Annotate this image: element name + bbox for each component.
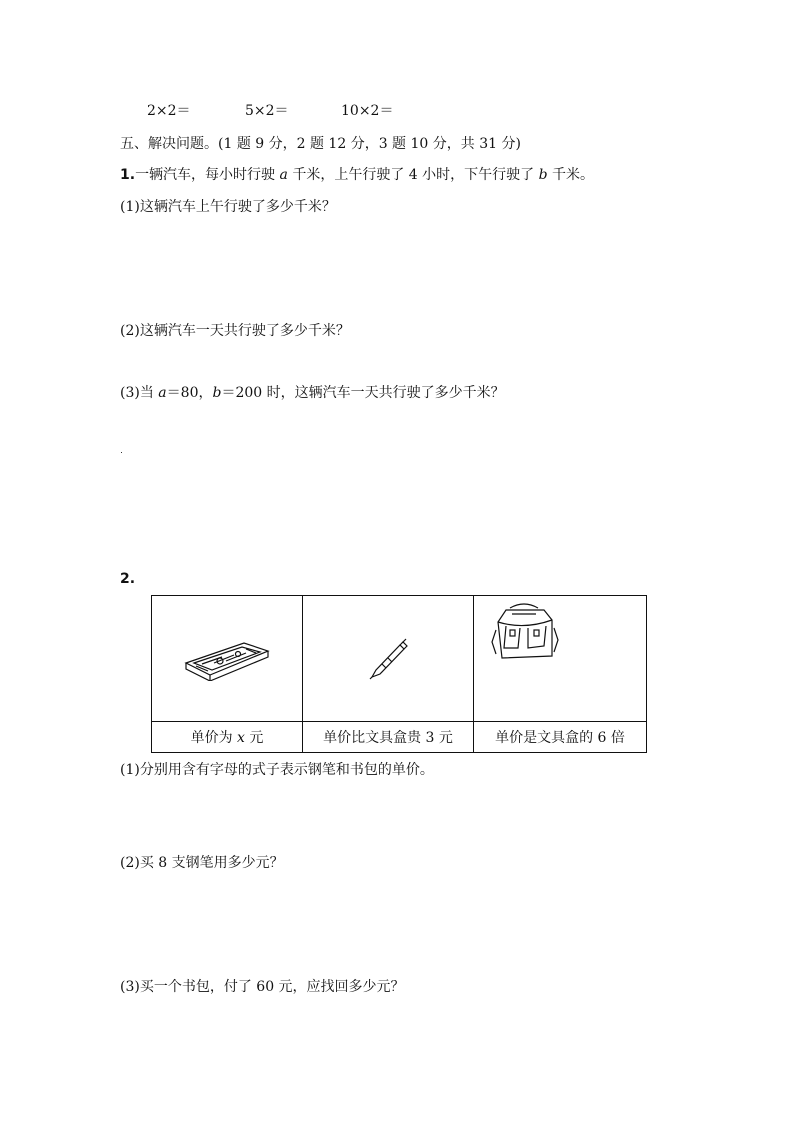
q1-var-a: a <box>279 167 288 183</box>
q1-stem-post: 千米。 <box>552 167 595 183</box>
pencil-case-cell <box>152 596 303 722</box>
items-label-row <box>152 722 647 753</box>
pen-cell <box>303 596 474 722</box>
calc-5x2: 5×2＝ <box>245 103 289 119</box>
q1-sub3 <box>120 383 505 403</box>
q1-sub1: (1)这辆汽车上午行驶了多少千米？ <box>120 199 336 215</box>
section-title: 五、解决问题。(1 题 9 分，2 题 12 分，3 题 10 分，共 31 分) <box>120 136 521 152</box>
q2-sub2: (2)买 8 支钢笔用多少元？ <box>120 855 284 871</box>
q1-sub3-pre: (3)当 <box>120 385 154 401</box>
pen-icon <box>366 637 410 681</box>
q2-sub1: (1)分别用含有字母的式子表示钢笔和书包的单价。 <box>120 762 434 778</box>
backpack-label: 单价是文具盒的 6 倍 <box>474 722 647 753</box>
pencil-case-label-pre: 单价为 <box>190 730 233 746</box>
pencil-case-label-post: 元 <box>249 730 264 746</box>
items-table <box>151 595 647 753</box>
q1-number: 1. <box>120 167 136 183</box>
q1-sub3-var-a: a <box>158 385 167 401</box>
pencil-case-icon <box>182 637 272 681</box>
q1-stem-pre: 一辆汽车，每小时行驶 <box>135 167 276 183</box>
calc-10x2: 10×2＝ <box>341 103 394 119</box>
backpack-cell <box>474 596 647 722</box>
q2-sub3: (3)买一个书包，付了 60 元，应找回多少元？ <box>120 979 405 995</box>
q1-stem <box>120 165 594 185</box>
q1-var-b: b <box>538 167 548 183</box>
q1-stem-mid: 千米，上午行驶了 4 小时，下午行驶了 <box>292 167 535 183</box>
calc-2x2: 2×2＝ <box>147 103 191 119</box>
pencil-case-label <box>152 722 303 753</box>
q1-sub3-mid2: ＝200 时，这辆汽车一天共行驶了多少千米？ <box>221 385 505 401</box>
q1-sub2: (2)这辆汽车一天共行驶了多少千米？ <box>120 323 350 339</box>
items-image-row <box>152 596 647 722</box>
backpack-icon <box>488 600 560 664</box>
q1-sub3-var-b: b <box>212 385 222 401</box>
q2-number: 2. <box>120 571 136 587</box>
pen-label: 单价比文具盒贵 3 元 <box>303 722 474 753</box>
stray-dot <box>121 452 122 453</box>
q1-sub3-mid1: ＝80， <box>166 385 213 401</box>
pencil-case-label-var: x <box>237 730 245 746</box>
